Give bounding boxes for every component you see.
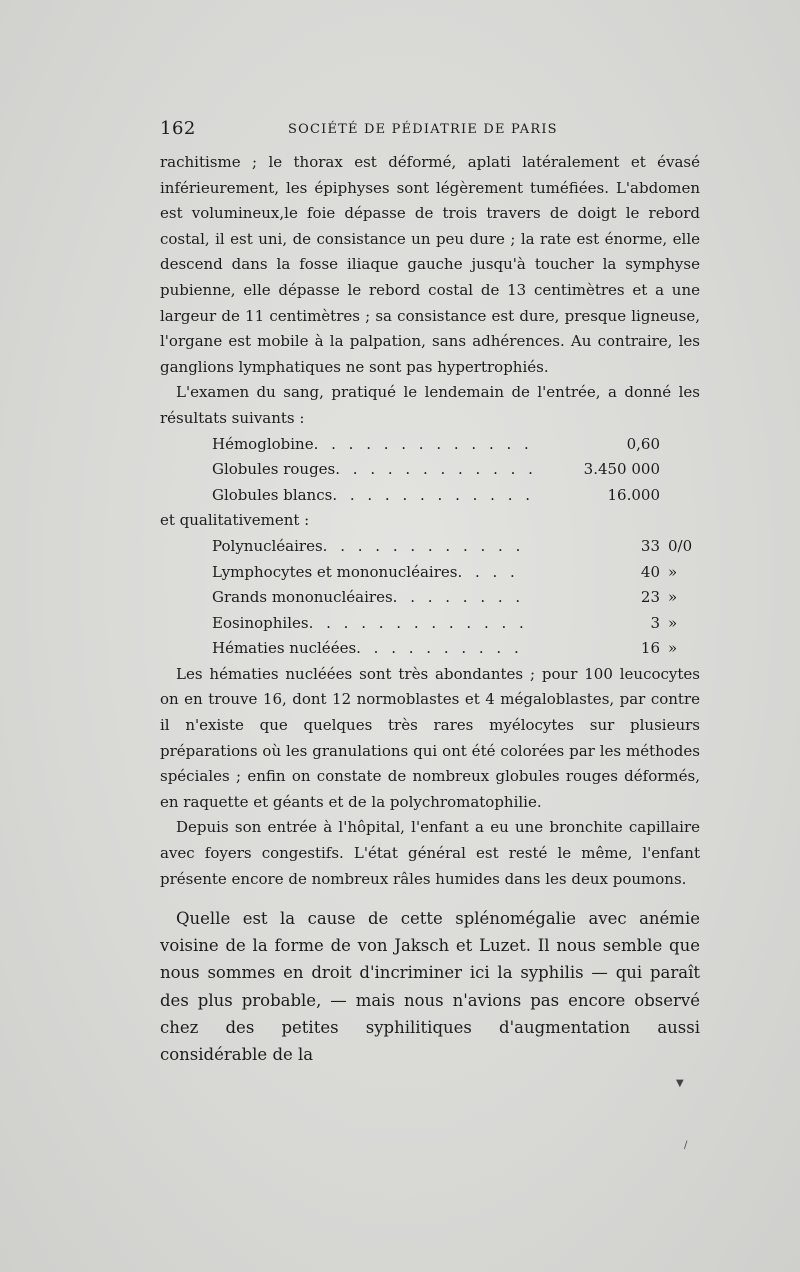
table-row (160, 432, 700, 458)
paragraph-clinical-description: rachitisme ; le thorax est déformé, aplati latéralement et évasé inférieurement, les épiphyses sont légèrement tuméfiées. L'abdomen est volumineux,le foie dépasse de trois travers de doigt le rebord costal, il est uni, de consistance un peu dure ; la rate est énorme, elle descend dans la fosse iliaque gauche jusqu'à toucher la symphyse pubienne, elle dépasse le rebord costal de 13 centimètres et a une largeur de 11 centimètres ; sa consistance est dure, presque ligneuse, l'organe est mobile à la palpation, sans adhérences. Au contraire, les ganglions lymphatiques ne sont pas hypertrophiés. (160, 153, 700, 376)
leader-dots: . . . . . . . . . . . . (322, 536, 525, 555)
paragraph-discussion: Quelle est la cause de cette splénomégalie avec anémie voisine de la forme de von Jaksch et Luzet. Il nous semble que nous sommes en droit d'incriminer ici la syphilis — qui paraît des plus probable, — mais nous n'avions pas encore observé chez des petites syphilitiques d'augmentation aussi considérable de la (160, 909, 700, 1065)
row-label: Eosinophiles (212, 613, 309, 632)
page-number: 162 (160, 118, 196, 139)
row-label: Globules blancs (212, 485, 333, 504)
row-value: 16.000 (607, 485, 660, 504)
paragraph-nucleated-erythrocytes: Les hématies nucléées sont très abondantes ; pour 100 leucocytes on en trouve 16, dont 12 normoblastes et 4 mégaloblastes, par contre il n'existe que quelques très rares myélocytes sur plusieurs préparations où les granulations qui ont été colorées par les méthodes spéciales ; enfin on constate de nombreux globules rouges déformés, en raquette et géants et de la polychromatophilie. (160, 664, 700, 811)
discussion-block (160, 905, 700, 1068)
blood-qualitative-table (160, 534, 700, 662)
table-row (160, 636, 700, 662)
row-value: 0,60 (626, 434, 660, 453)
main-text-block (160, 150, 700, 892)
row-value: 3 (650, 613, 660, 632)
row-value: 3.450 000 (583, 460, 660, 479)
row-label: Polynucléaires (212, 536, 323, 555)
table-row (160, 534, 700, 560)
row-label: Hématies nucléées (212, 639, 357, 658)
row-value: 23 (640, 588, 660, 607)
leader-dots: . . . . . . . . . . . . . (308, 613, 528, 632)
leader-dots: . . . . . . . . . . . . (335, 460, 537, 479)
row-label: Globules rouges (212, 460, 336, 479)
table-row (160, 560, 700, 586)
table-row (160, 611, 700, 637)
row-label: Lymphocytes et mononucléaires (212, 562, 458, 581)
paragraph-blood-exam-intro: L'examen du sang, pratiqué le lendemain de l'entrée, a donné les résultats suivants : (160, 383, 700, 427)
page-header (160, 118, 700, 144)
leader-dots: . . . . . . . . . . . . (332, 485, 534, 504)
running-title: SOCIÉTÉ DE PÉDIATRIE DE PARIS (288, 122, 558, 137)
row-unit: » (668, 588, 678, 607)
row-value: 16 (640, 639, 660, 658)
row-label: Hémoglobine (212, 434, 314, 453)
row-unit: » (668, 639, 678, 658)
print-speck-mark: / (684, 1140, 688, 1151)
paragraph-hospital-course: Depuis son entrée à l'hôpital, l'enfant a eu une bronchite capillaire avec foyers congestifs. L'état général est resté le même, l'enfant présente encore de nombreux râles humides dans les deux poumons. (160, 818, 700, 888)
row-label: Grands mononucléaires (212, 588, 393, 607)
blood-quantitative-table (160, 432, 700, 509)
table-row (160, 585, 700, 611)
row-value: 40 (640, 562, 660, 581)
row-unit: » (668, 562, 678, 581)
row-unit: » (668, 613, 678, 632)
leader-dots: . . . . . . . . . . . . . (313, 434, 533, 453)
leader-dots: . . . . . . . . . . (356, 639, 523, 658)
row-unit: 0/0 (668, 536, 693, 555)
table-row (160, 457, 700, 483)
qualitative-intro: et qualitativement : (160, 511, 310, 530)
row-value: 33 (640, 536, 660, 555)
leader-dots: . . . . (457, 562, 519, 581)
print-speck-mark: ▼ (676, 1078, 684, 1089)
leader-dots: . . . . . . . . (392, 588, 525, 607)
table-row (160, 483, 700, 509)
